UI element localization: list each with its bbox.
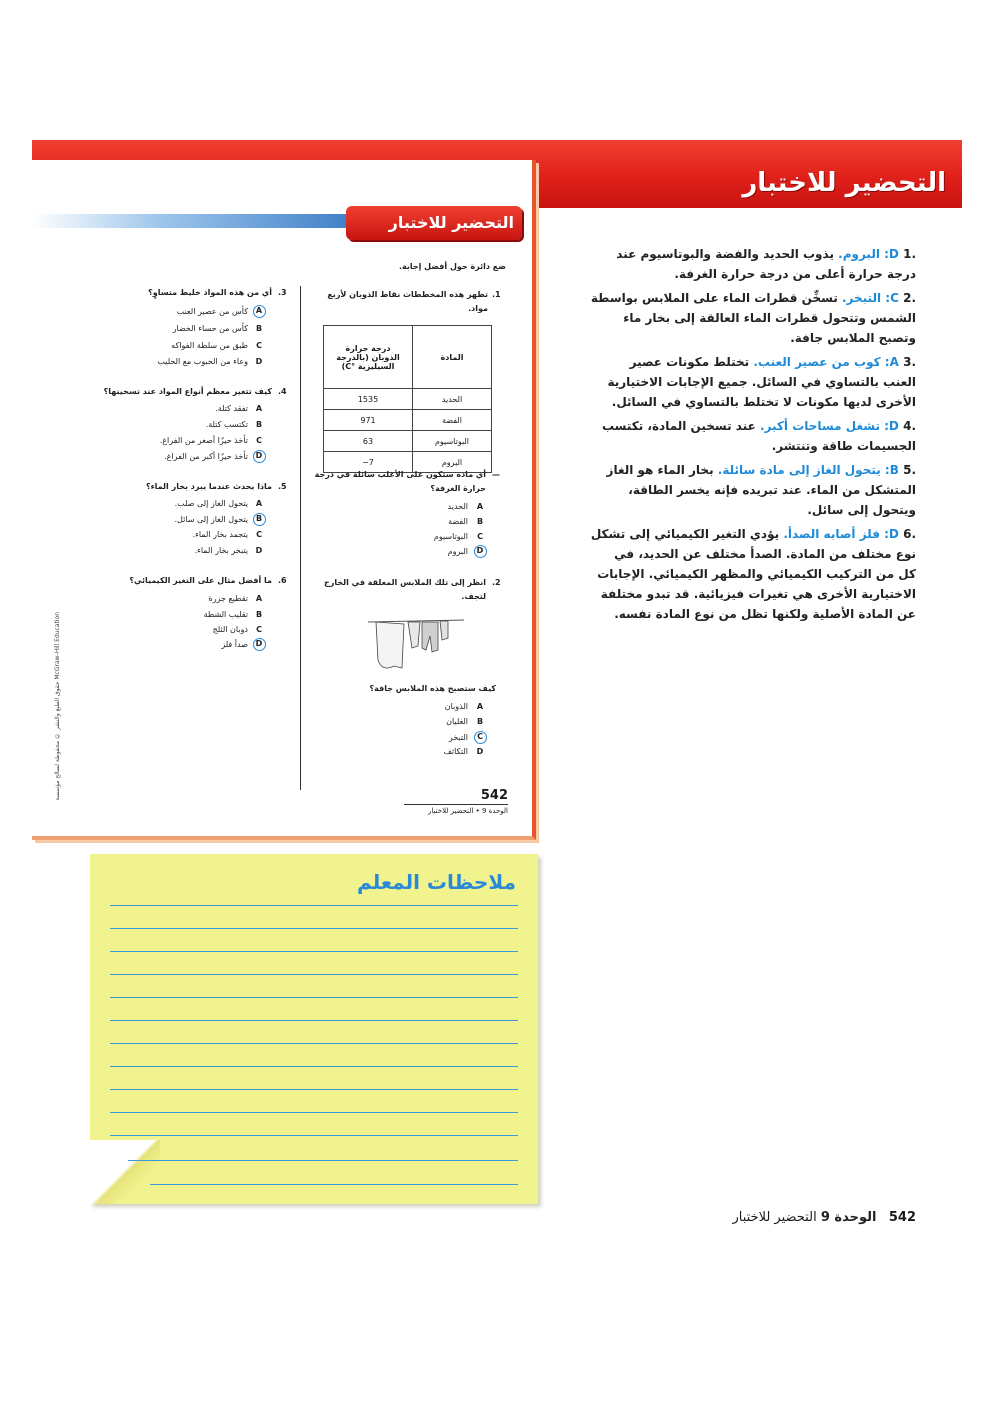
- q6-option-a-letter[interactable]: A: [255, 594, 263, 603]
- q2-option-d-letter[interactable]: D: [476, 747, 484, 756]
- q4-option-a-letter[interactable]: A: [255, 404, 263, 413]
- q2-option-d[interactable]: التكاثف: [443, 747, 468, 756]
- q6-option-a[interactable]: تقطيع جزرة: [208, 594, 248, 603]
- q5-option-c[interactable]: يتجمد بخار الماء.: [192, 530, 248, 539]
- unit-label: الوحدة 9: [820, 1210, 877, 1225]
- note-line[interactable]: [110, 974, 518, 975]
- mini-page-title: التحضير للاختبار: [388, 213, 514, 232]
- q2-option-c[interactable]: التبخر: [448, 733, 468, 742]
- answer-5: .5 B: يتحول الغاز إلى مادة سائلة. بخار الماء هو الغاز المتشكل من الماء. عند تبريده فإنه يخسر الطاقة، ويتحول إلى سائل.: [606, 463, 916, 517]
- page-title: التحضير للاختبار: [742, 168, 946, 198]
- q6-option-b-letter[interactable]: B: [255, 610, 263, 619]
- q5-option-a-letter[interactable]: A: [255, 499, 263, 508]
- table-header-temperature: درجة حرارة الذوبان (بالدرجة السيليزية °C): [324, 326, 413, 389]
- q1-number: 1.: [492, 290, 501, 299]
- q5-number: 5.: [278, 482, 287, 491]
- q4-text: كيف تتغير معظم أنواع المواد عند تسخينها؟: [103, 387, 272, 396]
- q6-text: ما أفضل مثال على التغير الكيميائي؟: [129, 576, 272, 585]
- q2-option-c-letter[interactable]: C: [477, 732, 483, 741]
- q5-option-a[interactable]: يتحول الغاز إلى صلب.: [174, 499, 248, 508]
- table-header-material: المادة: [413, 326, 492, 389]
- q1-option-b-letter[interactable]: B: [476, 517, 484, 526]
- q3-option-d[interactable]: وعاء من الحبوب مع الحليب: [157, 357, 248, 366]
- column-divider: [300, 286, 301, 790]
- q5-option-b-letter[interactable]: B: [255, 514, 263, 523]
- answer-4: .4 D: تشغل مساحات أكبر. عند تسخين المادة، تكتسب الجسيمات طاقة وتنتشر.: [601, 419, 916, 453]
- melting-point-table: [323, 325, 492, 473]
- q2-option-b-letter[interactable]: B: [476, 717, 484, 726]
- q1-sub-question: أي مادة ستكون على الأغلب سائلة في درجة: [314, 470, 486, 479]
- q2-text-cont: لتجف.: [461, 592, 486, 601]
- q6-option-d-letter[interactable]: D: [255, 639, 263, 648]
- q6-option-c[interactable]: ذوبان الثلج: [212, 625, 248, 634]
- note-line[interactable]: [110, 1066, 518, 1067]
- footer-subtitle: التحضير للاختبار: [732, 1210, 817, 1225]
- answer-2: .2 C: التبخر. تسخِّن قطرات الماء على الملابس بواسطة الشمس وتتحول قطرات الماء العالقة إلى بخار ماء وتصبح الملابس جافة.: [590, 291, 916, 345]
- q3-option-d-letter[interactable]: D: [255, 357, 263, 366]
- answer-1: .1 D: البروم. يذوب الحديد والفضة والبوتاسيوم عند درجة حرارة أعلى من درجة حرارة الغرفة.: [616, 247, 916, 281]
- q4-option-c[interactable]: تأخذ حيزًا أصغر من الفراغ.: [159, 436, 248, 445]
- q6-option-b[interactable]: تقليب الشطة: [203, 610, 248, 619]
- q1-option-a-letter[interactable]: A: [476, 502, 484, 511]
- page-curl: [90, 1140, 160, 1204]
- q4-option-c-letter[interactable]: C: [256, 436, 262, 445]
- q2-text: انظر إلى تلك الملابس المعلقة في الخارج: [324, 578, 486, 587]
- q1-text: تظهر هذه المخططات نقاط الذوبان لأربع: [327, 290, 488, 299]
- q3-option-b-letter[interactable]: B: [255, 324, 263, 333]
- q5-text: ماذا يحدث عندما يبرد بخار الماء؟: [145, 482, 272, 491]
- q2-option-a[interactable]: الذوبان: [444, 702, 468, 711]
- mini-page-number: 542: [480, 788, 508, 803]
- blue-stripe: [32, 214, 352, 228]
- table-row: الفضة 971: [324, 410, 492, 431]
- q1-option-a[interactable]: الحديد: [447, 502, 468, 511]
- q6-option-c-letter[interactable]: C: [256, 625, 262, 634]
- q2-option-a-letter[interactable]: A: [476, 702, 484, 711]
- copyright-credit: حقوق الطبع والنشر © محفوظة لصالح مؤسسة McGraw-Hill Education: [54, 612, 61, 801]
- answer-6: .6 D: فلز أصابه الصدأ. يؤدي التغير الكيميائي إلى تشكل نوع مختلف من المادة. الصدأ مختلف عن الحديد، في كل من التركيب الكيميائي والمظهر الكيميائي. الإجابات الاختيارية الأخرى هي تغيرات فيزيائية. قد تبدو مختلفة عن المادة الأصلية ولكنها تظل من نوع المادة نفسه.: [590, 527, 916, 621]
- q1-text-cont: مواد.: [468, 304, 488, 313]
- q2-number: 2.: [492, 578, 501, 587]
- note-line[interactable]: [150, 1184, 518, 1185]
- note-line[interactable]: [110, 1112, 518, 1113]
- note-line[interactable]: [110, 1020, 518, 1021]
- q3-option-c-letter[interactable]: C: [256, 341, 262, 350]
- q1-option-c-letter[interactable]: C: [477, 532, 483, 541]
- q1-option-d-letter[interactable]: D: [476, 546, 484, 555]
- q4-number: 4.: [278, 387, 287, 396]
- q4-option-a[interactable]: تفقد كتلة.: [215, 404, 248, 413]
- table-row: البروم 7−: [324, 452, 492, 473]
- q5-option-d[interactable]: يتبخر بخار الماء.: [194, 546, 248, 555]
- q4-option-d-letter[interactable]: D: [255, 451, 263, 460]
- q1-option-c[interactable]: البوتاسيوم: [433, 532, 468, 541]
- note-line[interactable]: [128, 1160, 518, 1161]
- q3-option-c[interactable]: طبق من سلطة الفواكه: [171, 341, 248, 350]
- q2-question: كيف ستصبح هذه الملابس جافة؟: [369, 684, 496, 693]
- q4-option-b[interactable]: تكتسب كتلة.: [205, 420, 248, 429]
- teacher-notes-title: ملاحظات المعلم: [357, 870, 516, 894]
- table-row: الحديد 1535: [324, 389, 492, 410]
- clothesline-illustration: [368, 616, 464, 674]
- q5-option-c-letter[interactable]: C: [256, 530, 262, 539]
- q6-option-d[interactable]: صدأ فلز: [221, 640, 248, 649]
- note-line[interactable]: [110, 997, 518, 998]
- note-line[interactable]: [110, 1043, 518, 1044]
- q1-sub-number: —: [492, 470, 500, 479]
- note-line[interactable]: [110, 951, 518, 952]
- q3-option-a-letter[interactable]: A: [255, 306, 263, 315]
- q3-option-a[interactable]: كأس من عصير العنب: [176, 307, 248, 316]
- note-line[interactable]: [110, 905, 518, 906]
- q4-option-b-letter[interactable]: B: [255, 420, 263, 429]
- q1-option-d[interactable]: البروم: [447, 547, 468, 556]
- table-row: البوتاسيوم 63: [324, 431, 492, 452]
- q2-option-b[interactable]: الغليان: [446, 717, 468, 726]
- q5-option-d-letter[interactable]: D: [255, 546, 263, 555]
- q1-sub-question-cont: حرارة الغرفة؟: [430, 484, 486, 493]
- q3-text: أي من هذه المواد خليط متساوٍ؟: [148, 288, 272, 297]
- mini-page-footer: الوحدة 9 • التحضير للاختبار: [428, 807, 508, 815]
- q4-option-d[interactable]: تأخذ حيزًا أكبر من الفراغ.: [164, 452, 248, 461]
- q5-option-b[interactable]: يتحول الغاز إلى سائل.: [174, 515, 248, 524]
- note-line[interactable]: [110, 928, 518, 929]
- instruction: ضع دائرة حول أفضل إجابة.: [398, 262, 506, 271]
- footer-rule: [404, 804, 508, 805]
- q1-option-b[interactable]: الفضة: [448, 517, 468, 526]
- q3-number: 3.: [278, 288, 287, 297]
- q3-option-b[interactable]: كأس من حساء الخضار: [172, 324, 248, 333]
- q6-number: 6.: [278, 576, 287, 585]
- note-line[interactable]: [110, 1089, 518, 1090]
- answer-3: .3 A: كوب من عصير العنب. تختلط مكونات عصير العنب بالتساوي في السائل. جميع الإجابات الاختيارية الأخرى لديها مكونات لا تختلط بالتساوي في السائل.: [607, 355, 916, 409]
- note-line[interactable]: [110, 1135, 518, 1136]
- page-footer: [732, 1210, 916, 1225]
- page-number: 542: [888, 1210, 916, 1225]
